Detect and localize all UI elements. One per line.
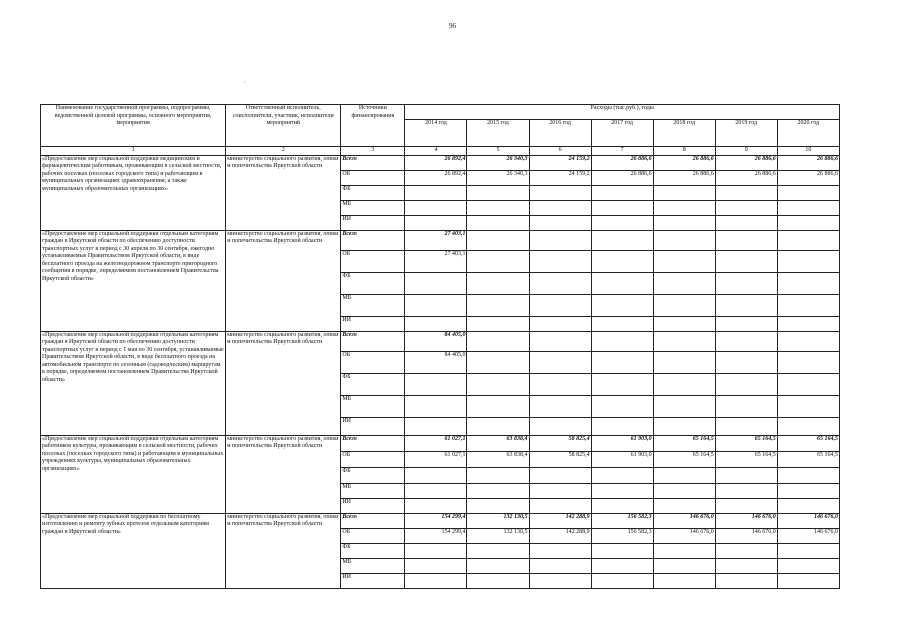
expense-value: 27 403,1 (405, 250, 467, 272)
expense-value (777, 316, 839, 331)
expense-value: 24 159,2 (529, 170, 591, 185)
expense-value (529, 200, 591, 215)
expense-value (405, 294, 467, 316)
expense-value: 63 838,4 (467, 451, 529, 467)
expense-value (591, 467, 653, 483)
table-row (41, 331, 840, 351)
expense-value: 26 340,3 (467, 170, 529, 185)
expense-value (777, 331, 839, 351)
funding-source: МБ (341, 483, 405, 498)
expense-value: 146 676,0 (777, 528, 839, 543)
table-row (41, 513, 840, 528)
funding-source: МБ (341, 395, 405, 417)
expense-value (467, 316, 529, 331)
funding-source: Всего (341, 331, 405, 351)
expense-value: 26 886,6 (777, 155, 839, 170)
responsible-executor: министерство социального развития, опеки и попечительства Иркутской области (226, 513, 341, 588)
expense-value (777, 483, 839, 498)
expense-value (467, 351, 529, 373)
expense-value (777, 272, 839, 294)
expense-value (715, 294, 777, 316)
expense-value (777, 230, 839, 250)
funding-source: ФБ (341, 467, 405, 483)
expense-value: 142 288,9 (529, 513, 591, 528)
expense-value (591, 373, 653, 395)
funding-source: ИИ (341, 417, 405, 435)
measure-name: «Предоставление мер социальной поддержки отдельным категориям граждан в Иркутской области по обеспечению доступности транспортных услуг в период с 1 мая по 30 сентября, устанавливаемые Правительством Иркутской области, в виде бесплатного проезда на автомобильном транспорте по сезонным (садоводческим) маршрутам в порядке, определяемом постановлением Правительства Иркутской области» (41, 331, 226, 435)
expense-value (715, 373, 777, 395)
header-expenses: Расходы (тыс.руб.), годы (405, 105, 840, 120)
expense-value: 26 886,6 (715, 155, 777, 170)
expense-value: 26 892,4 (405, 155, 467, 170)
expense-value (467, 250, 529, 272)
expense-value (591, 558, 653, 573)
expense-value (467, 272, 529, 294)
expense-value (653, 573, 715, 588)
expense-value (777, 558, 839, 573)
column-number: 4 (405, 147, 467, 156)
expense-value (715, 200, 777, 215)
expense-value (653, 230, 715, 250)
column-number: 6 (529, 147, 591, 156)
expense-value (467, 294, 529, 316)
expense-value (529, 373, 591, 395)
expense-value (529, 573, 591, 588)
expense-value: 65 164,5 (653, 435, 715, 451)
expense-value: 58 825,4 (529, 435, 591, 451)
expense-value: 61 903,0 (591, 435, 653, 451)
expense-value (653, 498, 715, 513)
expense-value (715, 498, 777, 513)
column-number: 5 (467, 147, 529, 156)
expense-value (715, 230, 777, 250)
funding-source: ОБ (341, 351, 405, 373)
expense-value (653, 294, 715, 316)
funding-source: МБ (341, 294, 405, 316)
header-year: 2020 год (777, 120, 839, 147)
expense-value (777, 417, 839, 435)
expense-value (529, 185, 591, 200)
expense-value (405, 467, 467, 483)
expense-value (591, 395, 653, 417)
expense-value (467, 483, 529, 498)
expense-value (653, 558, 715, 573)
table-row (41, 230, 840, 250)
expense-value (591, 272, 653, 294)
expense-value: 63 838,4 (467, 435, 529, 451)
expense-value (591, 483, 653, 498)
expense-value (777, 185, 839, 200)
expense-value: 26 886,6 (653, 155, 715, 170)
expense-value (405, 558, 467, 573)
expense-value (777, 250, 839, 272)
column-number: 1 (41, 147, 226, 156)
expense-value (715, 395, 777, 417)
header-year: 2018 год (653, 120, 715, 147)
stray-mark: · (244, 80, 246, 86)
expense-value (405, 316, 467, 331)
expense-value (405, 185, 467, 200)
expense-value (467, 230, 529, 250)
expense-value (591, 230, 653, 250)
expense-value (777, 395, 839, 417)
expense-value (529, 351, 591, 373)
expense-value (591, 185, 653, 200)
expense-value (591, 294, 653, 316)
expense-value: 84 405,0 (405, 331, 467, 351)
expense-value (591, 200, 653, 215)
expense-value (467, 467, 529, 483)
expense-value: 26 886,6 (777, 170, 839, 185)
expense-value (405, 200, 467, 215)
header-program: Наименование государственной программы, подпрограммы, ведомственной целевой программы, основного мероприятия, мероприятия (41, 105, 226, 147)
expense-value: 132 130,5 (467, 513, 529, 528)
expense-value (715, 573, 777, 588)
expense-value: 146 676,0 (777, 513, 839, 528)
expense-value (529, 215, 591, 230)
expense-value (591, 331, 653, 351)
expense-value (591, 316, 653, 331)
expense-value (405, 373, 467, 395)
expense-value (777, 573, 839, 588)
expense-value: 65 164,5 (715, 435, 777, 451)
expense-value (777, 498, 839, 513)
measure-name: «Предоставление мер социальной поддержки отдельным категориям граждан в Иркутской области по обеспечению доступности транспортных услуг в период с 30 апреля по 30 сентября, ежегодно устанавливаемые Правительством Иркутской области, в виде бесплатного проезда на железнодорожном транспорте пригородного сообщения в порядке, определяемом постановлением Правительства Иркутской области» (41, 230, 226, 331)
measure-name: «Предоставление мер социальной поддержки медицинским и фармацевтическим работникам, проживающим в сельской местности, рабочих поселках (поселках городского типа) и работающим в муниципальных организациях здравоохранения, а также муниципальных образовательных организациях» (41, 155, 226, 230)
expense-value (467, 215, 529, 230)
expense-value (777, 543, 839, 558)
expense-value (777, 215, 839, 230)
expense-value (405, 417, 467, 435)
expense-value (715, 483, 777, 498)
expense-value (653, 316, 715, 331)
header-source: Источники финансирования (341, 105, 405, 147)
expense-value (529, 250, 591, 272)
expense-value (467, 200, 529, 215)
header-year: 2016 год (529, 120, 591, 147)
expense-value (777, 467, 839, 483)
header-year: 2014 год (405, 120, 467, 147)
column-number: 10 (777, 147, 839, 156)
expense-value: 24 159,2 (529, 155, 591, 170)
expense-value: 146 676,0 (653, 528, 715, 543)
expense-value (653, 331, 715, 351)
expense-value (529, 543, 591, 558)
funding-source: ФБ (341, 185, 405, 200)
funding-source: Всего (341, 155, 405, 170)
column-number: 8 (653, 147, 715, 156)
expense-value: 156 582,3 (591, 528, 653, 543)
expense-value (715, 351, 777, 373)
expense-value: 26 886,6 (653, 170, 715, 185)
column-number: 9 (715, 147, 777, 156)
expense-value (777, 200, 839, 215)
expense-value (405, 498, 467, 513)
funding-source: ФБ (341, 543, 405, 558)
table-row (41, 435, 840, 451)
expense-value: 154 299,4 (405, 513, 467, 528)
expense-value: 61 903,0 (591, 451, 653, 467)
expense-value (467, 417, 529, 435)
expense-value (653, 417, 715, 435)
page-number: 96 (449, 22, 456, 30)
expense-value (653, 272, 715, 294)
expense-value (715, 331, 777, 351)
expense-value (715, 467, 777, 483)
funding-source: Всего (341, 230, 405, 250)
expense-value (777, 373, 839, 395)
funding-source: ФБ (341, 373, 405, 395)
expense-value (715, 543, 777, 558)
expense-value (715, 417, 777, 435)
expense-value (405, 395, 467, 417)
responsible-executor: министерство социального развития, опеки и попечительства Иркутской области (226, 155, 341, 230)
expense-value (467, 573, 529, 588)
header-year: 2019 год (715, 120, 777, 147)
expense-value (653, 351, 715, 373)
funding-source: ФБ (341, 272, 405, 294)
expense-value: 65 164,5 (715, 451, 777, 467)
column-number: 3 (341, 147, 405, 156)
expense-value (591, 250, 653, 272)
expense-value (467, 395, 529, 417)
expense-value: 132 130,5 (467, 528, 529, 543)
expense-value (529, 558, 591, 573)
funding-source: Всего (341, 435, 405, 451)
expense-value (529, 467, 591, 483)
expense-value (715, 250, 777, 272)
column-number: 7 (591, 147, 653, 156)
funding-source: МБ (341, 558, 405, 573)
expense-value (591, 543, 653, 558)
expense-value: 65 164,5 (777, 451, 839, 467)
funding-source: ОБ (341, 170, 405, 185)
expense-value (715, 558, 777, 573)
expense-value (529, 230, 591, 250)
responsible-executor: министерство социального развития, опеки и попечительства Иркутской области (226, 435, 341, 513)
expense-value (405, 215, 467, 230)
expense-value (591, 498, 653, 513)
expense-value (653, 483, 715, 498)
expense-value (405, 543, 467, 558)
expense-value: 146 676,0 (715, 528, 777, 543)
expense-value: 26 886,6 (715, 170, 777, 185)
expense-value: 26 886,6 (591, 155, 653, 170)
expense-value: 154 299,4 (405, 528, 467, 543)
budget-table (40, 104, 840, 589)
funding-source: ОБ (341, 250, 405, 272)
expense-value (653, 543, 715, 558)
expense-value (653, 185, 715, 200)
measure-name: «Предоставление мер социальной поддержки отдельным категориям работников культуры, проживающим в сельской местности, рабочих поселках (поселках городского типа) и работающим в муниципальных учреждениях культуры, муниципальных образовательных организациях» (41, 435, 226, 513)
expense-value (591, 573, 653, 588)
expense-value (715, 185, 777, 200)
expense-value: 142 288,9 (529, 528, 591, 543)
expense-value (653, 215, 715, 230)
expense-value (715, 272, 777, 294)
expense-value (591, 215, 653, 230)
expense-value (529, 272, 591, 294)
expense-value: 84 405,0 (405, 351, 467, 373)
expense-value: 61 027,1 (405, 435, 467, 451)
expense-value (591, 351, 653, 373)
expense-value (467, 185, 529, 200)
expense-value: 61 027,1 (405, 451, 467, 467)
column-number: 2 (226, 147, 341, 156)
expense-value (653, 467, 715, 483)
funding-source: ИИ (341, 498, 405, 513)
funding-source: ОБ (341, 451, 405, 467)
funding-source: ИИ (341, 215, 405, 230)
expense-value: 26 892,4 (405, 170, 467, 185)
expense-value (405, 272, 467, 294)
expense-value (467, 498, 529, 513)
expense-value: 65 164,5 (777, 435, 839, 451)
expense-value (591, 417, 653, 435)
funding-source: ОБ (341, 528, 405, 543)
expense-value (715, 316, 777, 331)
expense-value (653, 395, 715, 417)
expense-value: 146 676,0 (715, 513, 777, 528)
expense-value (529, 417, 591, 435)
expense-value (529, 483, 591, 498)
header-year: 2015 год (467, 120, 529, 147)
measure-name: «Предоставление мер социальной поддержки по бесплатному изготовлению и ремонту зубных протезов отдельным категориям граждан в Иркутской области» (41, 513, 226, 588)
funding-source: ИИ (341, 573, 405, 588)
expense-value (529, 294, 591, 316)
expense-value (467, 331, 529, 351)
expense-value (467, 373, 529, 395)
expense-value (467, 558, 529, 573)
expense-value (653, 200, 715, 215)
header-year: 2017 год (591, 120, 653, 147)
expense-value (529, 331, 591, 351)
expense-value: 58 825,4 (529, 451, 591, 467)
expense-value (405, 573, 467, 588)
expense-value: 26 340,3 (467, 155, 529, 170)
expense-value (777, 294, 839, 316)
expense-value (653, 250, 715, 272)
expense-value (529, 316, 591, 331)
funding-source: МБ (341, 200, 405, 215)
responsible-executor: министерство социального развития, опеки и попечительства Иркутской области (226, 331, 341, 435)
responsible-executor: министерство социального развития, опеки и попечительства Иркутской области (226, 230, 341, 331)
funding-source: ИИ (341, 316, 405, 331)
expense-value (653, 373, 715, 395)
expense-value: 156 582,3 (591, 513, 653, 528)
header-responsible: Ответственный исполнитель, соисполнители, участник, исполнители мероприятий (226, 105, 341, 147)
expense-value (529, 395, 591, 417)
expense-value (405, 483, 467, 498)
expense-value: 27 403,1 (405, 230, 467, 250)
expense-value (715, 215, 777, 230)
expense-value: 146 676,0 (653, 513, 715, 528)
expense-value: 26 886,6 (591, 170, 653, 185)
expense-value (467, 543, 529, 558)
expense-value (777, 351, 839, 373)
expense-value: 65 164,5 (653, 451, 715, 467)
expense-value (529, 498, 591, 513)
table-row (41, 155, 840, 170)
funding-source: Всего (341, 513, 405, 528)
